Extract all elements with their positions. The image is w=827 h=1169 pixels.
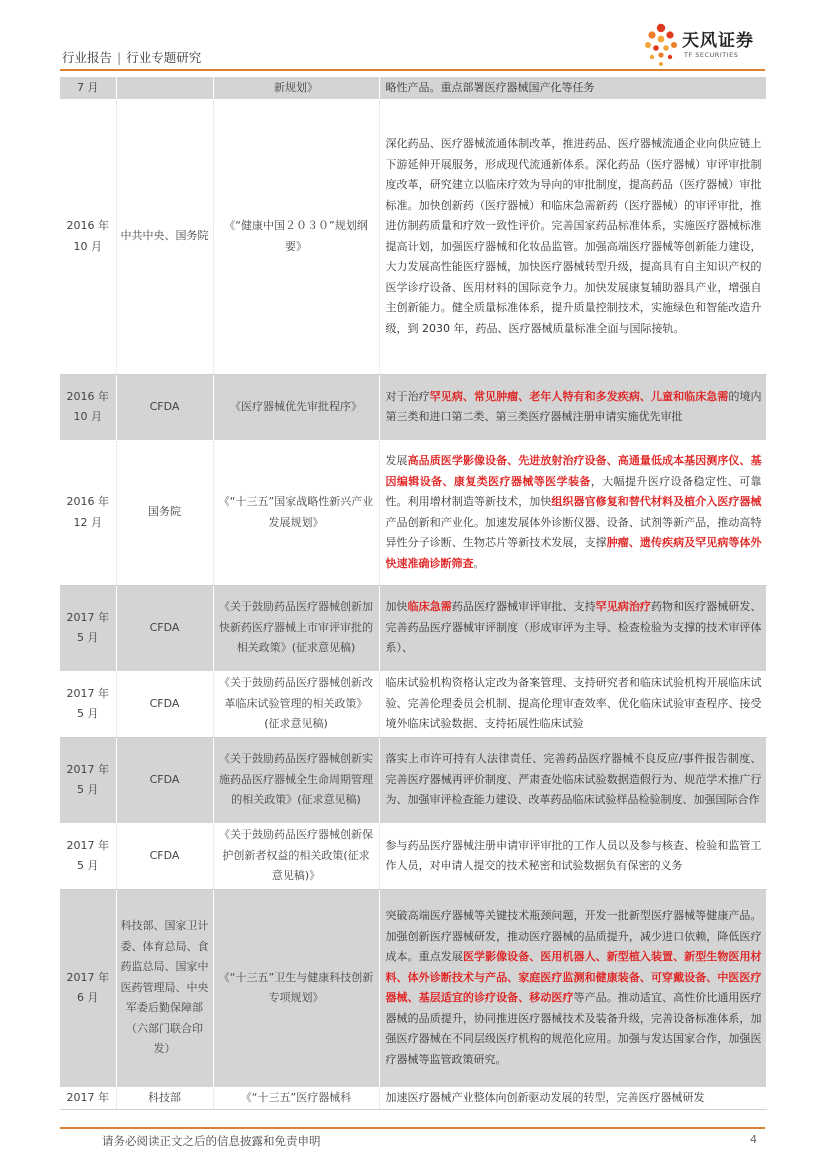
policy-table-body [60,77,766,1109]
row-content [379,823,766,889]
row-document: 《关于鼓励药品医疗器械创新实施药品医疗器械全生命周期管理的相关政策》(征求意见稿) [213,737,379,823]
row-date: 2017 年 5 月 [60,671,116,737]
table-row [60,99,766,374]
table-row [60,440,766,585]
table-row [60,889,766,1087]
company-logo [640,20,770,70]
row-department: 科技部 [116,1087,213,1109]
content-text: 参与药品医疗器械注册申请审评审批的工作人员以及参与核查、检验和监管工作人员，对申请人提交的技术秘密和试验数据负有保密的义务 [385,838,762,872]
highlighted-text: 组织器官修复和替代材料及植介入医疗器械 [551,495,762,508]
row-department: CFDA [116,737,213,823]
row-department: CFDA [116,671,213,737]
row-content [379,1087,766,1109]
content-text: 。 [473,556,485,570]
content-text: 药品医疗器械审评审批、支持 [451,600,596,614]
row-content [379,374,766,440]
content-text: 发展 [385,454,408,467]
highlighted-text: 罕见病治疗 [595,600,651,614]
table-row [60,1087,766,1109]
row-department [116,77,213,99]
report-header [62,48,201,66]
row-content [379,671,766,737]
table-row [60,77,766,99]
report-type: 行业报告 [62,50,113,65]
table-row [60,671,766,737]
row-department: CFDA [116,374,213,440]
row-department: 科技部、国家卫计委、体育总局、食药监总局、国家中医药管理局、中央军委后勤保障部（六部门联合印发） [116,889,213,1087]
row-date: 2017 年 [60,1087,116,1109]
row-content [379,585,766,671]
policy-table [60,77,767,1110]
content-text: 产品创新和产业化。加速发展体外诊断仪器、设备、试剂等新产品，推动高特异性分子诊断、生物芯片等新技术发展，支撑 [385,515,762,549]
logo-name-cn: 天风证券 [682,31,754,51]
table-row [60,374,766,440]
row-date: 2016 年 10 月 [60,99,116,374]
row-date: 2017 年 5 月 [60,585,116,671]
row-department: CFDA [116,823,213,889]
table-row [60,737,766,823]
row-document: 《医疗器械优先审批程序》 [213,374,379,440]
row-document: 《关于鼓励药品医疗器械创新改革临床试验管理的相关政策》(征求意见稿) [213,671,379,737]
content-text: 突破高端医疗器械等关键技术瓶颈问题，开发一批新型医疗器械等健康产品。加强创新医疗器械研发，推动医疗器械的品质提升，减少进口依赖，降低医疗成本。重点发展 [385,909,762,963]
row-date: 2017 年 5 月 [60,823,116,889]
row-document: 《关于鼓励药品医疗器械创新加快新药医疗器械上市审评审批的相关政策》(征求意见稿) [213,585,379,671]
row-date: 2017 年 5 月 [60,737,116,823]
header-divider [60,69,765,71]
content-text: 的境内第三类和进口第二类、第三类医疗器械注册申请实施优先审批 [385,389,762,423]
row-date: 2016 年 12 月 [60,440,116,585]
row-document: 《关于鼓励药品医疗器械创新保护创新者权益的相关政策(征求意见稿)》 [213,823,379,889]
content-text: 略性产品。重点部署医疗器械国产化等任务 [385,80,595,94]
row-document: 新规划》 [213,77,379,99]
table-row [60,823,766,889]
report-subtype: 行业专题研究 [126,50,202,65]
row-department: CFDA [116,585,213,671]
row-document: 《“十三五”卫生与健康科技创新专项规划》 [213,889,379,1087]
header-separator: | [117,50,122,65]
row-content [379,440,766,585]
content-text: 落实上市许可持有人法律责任、完善药品医疗器械不良反应/事件报告制度、完善医疗器械再评价制度、严肃查处临床试验数据造假行为、规范学术推广行为、加强审评检查能力建设、改革药品临床试验样品检验制度、加强国际合作 [385,752,762,807]
row-department: 国务院 [116,440,213,585]
disclaimer-text: 请务必阅读正文之后的信息披露和免责申明 [102,1134,321,1148]
highlighted-text: 高品质医学影像设备、先进放射治疗设备、高通量低成本基因测序仪、基因编辑设备、康复类医疗器械等医学装备 [385,454,762,488]
row-date: 2017 年 6 月 [60,889,116,1087]
row-document: 《“健康中国２０３０”规划纲要》 [213,99,379,374]
content-text: 对于治疗 [385,389,430,403]
row-date: 2016 年 10 月 [60,374,116,440]
highlighted-text: 罕见病、常见肿瘤、老年人特有和多发疾病、儿童和临床急需 [429,389,729,403]
row-content [379,77,766,99]
highlighted-text: 医学影像设备、医用机器人、新型植入装置、新型生物医用材料、体外诊断技术与产品、家庭医疗监测和健康装备、可穿戴设备、中医医疗器械、基层适宜的诊疗设备、移动医疗 [385,950,762,1004]
highlighted-text: 临床急需 [407,600,452,614]
content-text: 临床试验机构资格认定改为备案管理、支持研究者和临床试验机构开展临床试验、完善伦理委员会机制、提高伦理审查效率、优化临床试验审查程序、接受境外临床试验数据、支持拓展性临床试验 [385,676,762,731]
page-number: 4 [750,1133,757,1146]
row-date: 7 月 [60,77,116,99]
content-text: ，大幅提升医疗设备稳定性、可靠性。利用增材制造等新技术，加快 [385,474,762,508]
row-content [379,889,766,1087]
footer-divider [60,1127,765,1129]
row-content [379,737,766,823]
highlighted-text: 肿瘤、遗传疾病及罕见病等体外快速准确诊断筛查 [385,536,762,570]
row-document: 《“十三五”国家战略性新兴产业发展规划》 [213,440,379,585]
content-text: 加速医疗器械产业整体向创新驱动发展的转型，完善医疗器械研发 [385,1090,705,1104]
content-text: 深化药品、医疗器械流通体制改革，推进药品、医疗器械流通企业向供应链上下游延伸开展服务，形成现代流通新体系。深化药品（医疗器械）审评审批制度改革，研究建立以临床疗效为导向的审批制度，提高药品（医疗器械）审批标准。加快创新药（医疗器械）和临床急需新药（医疗器械）的审评审批，推进仿制药质量和疗效一致性评价。完善国家药品标准体系，实施医疗器械标准提高计划，加强医疗器械和化妆品监管。加强高端医疗器械等创新能力建设，大力发展高性能医疗器械，加快医疗器械转型升级，提高具有自主知识产权的医学诊疗设备、医用材料的国际竞争力。加快发展康复辅助器具产业，增强自主创新能力。健全质量标准体系，提升质量控制技术，实施绿色和智能改造升级，到 2030 年，药品、医疗器械质量标准全面与国际接轨。 [385,137,762,335]
row-document: 《“十三五”医疗器械科 [213,1087,379,1109]
content-text: 药物和医疗器械研发、完善药品医疗器械审评制度（形成审评为主导、检查检验为支撑的技术审评体系）、 [385,600,762,655]
logo-name-en: TF SECURITIES [684,51,739,59]
content-text: 等产品。推动适宜、高性价比通用医疗器械的品质提升，协同推进医疗器械技术及装备升级，完善设备标准体系，加强医疗器械在不同层级医疗机构的规范化应用。加强与发达国家合作，加强医疗器械等监管政策研究。 [385,991,762,1066]
row-department: 中共中央、国务院 [116,99,213,374]
content-text: 加快 [385,600,408,614]
row-content [379,99,766,374]
logo-flower-icon [640,20,682,70]
table-row [60,585,766,671]
